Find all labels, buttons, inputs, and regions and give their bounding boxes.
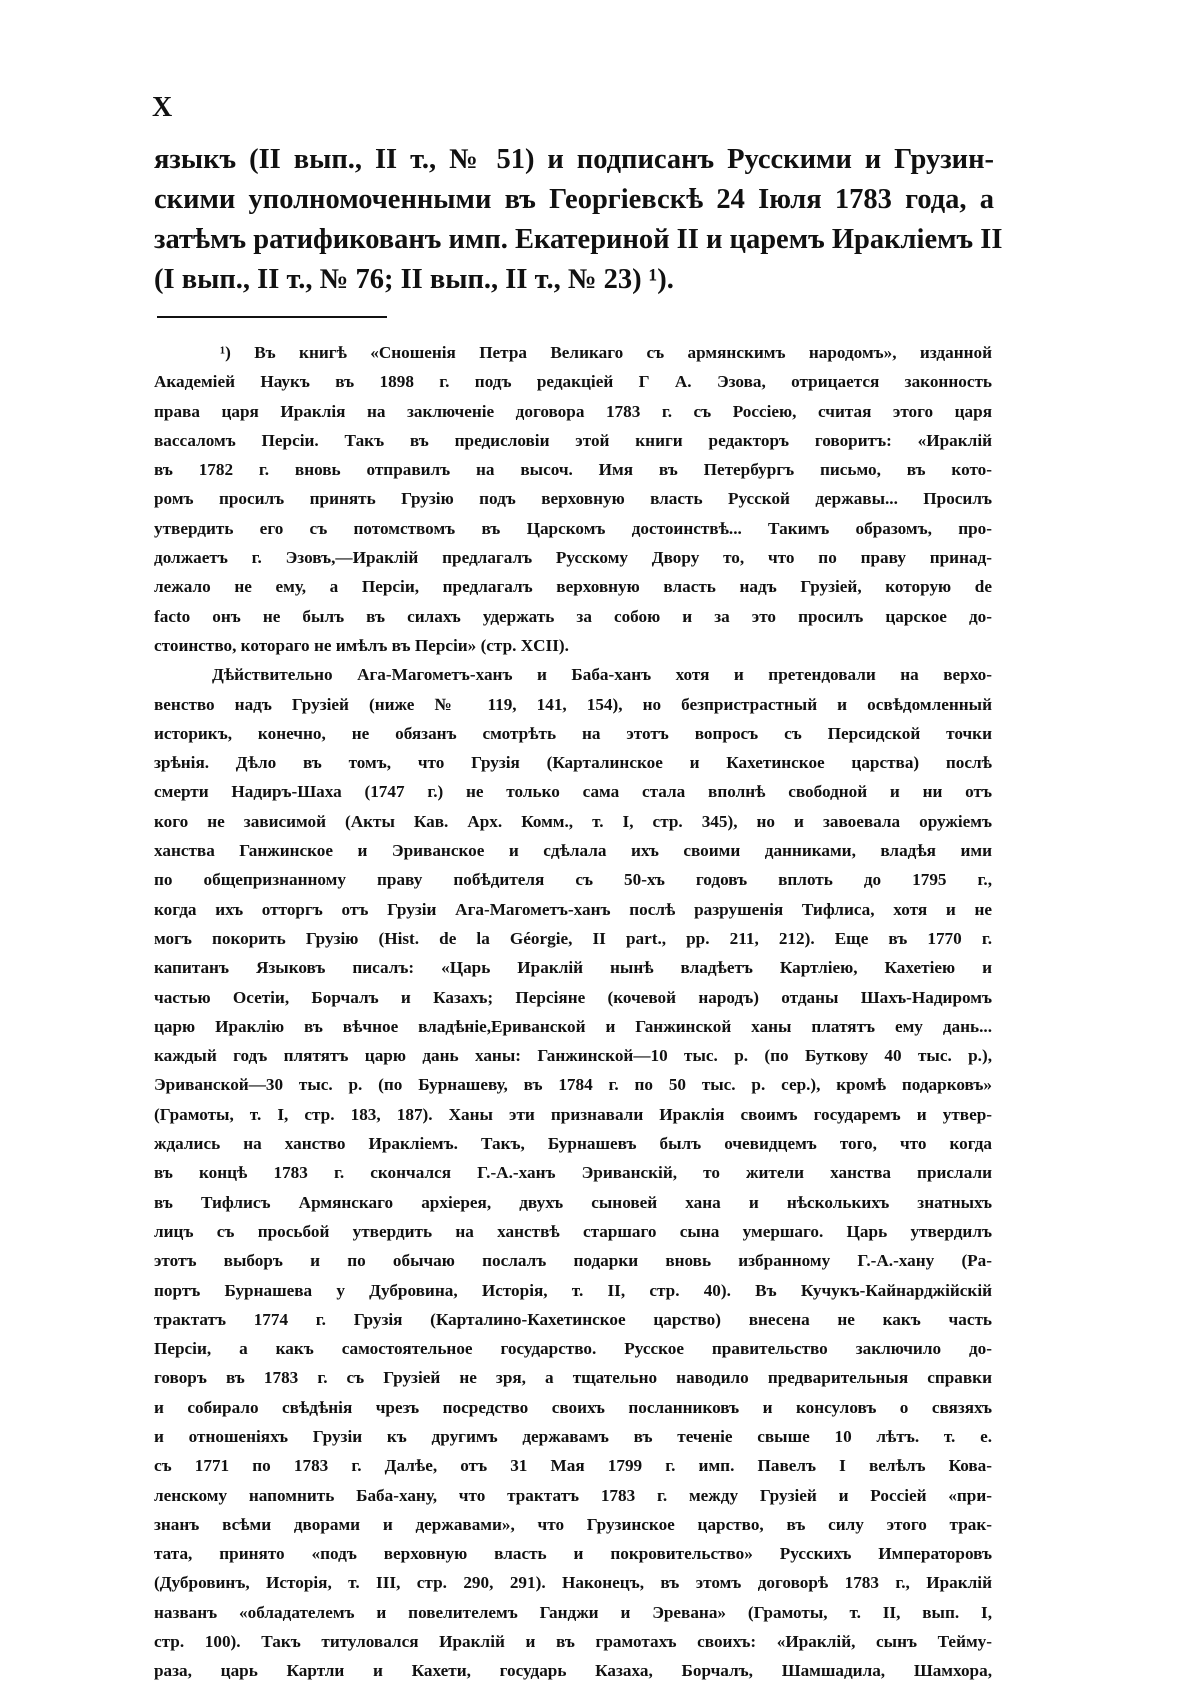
footnote-line: ленскому напомнить Баба-хану, что трактатъ 1783 г. между Грузіей и Россіей «при- <box>154 1485 992 1505</box>
main-text-paragraph <box>154 140 1003 300</box>
footnote-line: и собирало свѣдѣнія чрезъ посредство своихъ посланниковъ и консуловъ о связяхъ <box>154 1397 992 1417</box>
footnote-line: венство надъ Грузіей (ниже № 119, 141, 154), но безпристрастный и освѣдомленный <box>154 694 992 714</box>
footnote-line: ждались на ханство Иракліемъ. Такъ, Бурнашевъ былъ очевидцемъ того, что когда <box>154 1134 992 1154</box>
footnote-line: знанъ всѣми дворами и державами», что Грузинское царство, въ силу этого трак- <box>154 1514 992 1534</box>
footnote-line: Дѣйствительно Ага-Магометъ-ханъ и Баба-ханъ хотя и претендовали на верхо- <box>212 665 992 685</box>
footnote-line: стр. 100). Такъ титуловался Ираклій и въ грамотахъ своихъ: «Ираклій, сынъ Тейму- <box>154 1632 992 1652</box>
footnote-line: съ 1771 по 1783 г. Далѣе, отъ 31 Мая 1799 г. имп. Павелъ I велѣлъ Кова- <box>154 1456 992 1476</box>
footnote-line: могъ покорить Грузію (Hist. de la Géorgie, II part., pp. 211, 212). Еще въ 1770 г. <box>154 928 992 948</box>
footnote-line: Академіей Наукъ въ 1898 г. подъ редакціей Г А. Эзова, отрицается законность <box>154 372 992 392</box>
footnote-line: капитанъ Языковъ писалъ: «Царь Ираклій нынѣ владѣетъ Картліею, Кахетіею и <box>154 958 992 978</box>
footnote-line: въ концѣ 1783 г. скончался Г.-А.-ханъ Эриванскій, то жители ханства прислали <box>154 1163 992 1183</box>
footnote-line: стоинство, котораго не имѣлъ въ Персіи» (стр. XCII). <box>154 635 569 655</box>
main-text-line: скими уполномоченными въ Георгіевскѣ 24 Іюля 1783 года, а <box>154 184 994 215</box>
footnote-line: и отношеніяхъ Грузіи къ другимъ державамъ въ теченіе свыше 10 лѣтъ. т. е. <box>154 1426 992 1446</box>
footnote-line: портъ Бурнашева у Дубровина, Исторія, т. II, стр. 40). Въ Кучукъ-Кайнарджійскій <box>154 1280 992 1300</box>
footnote-line: вассаломъ Персіи. Такъ въ предисловіи этой книги редакторъ говоритъ: «Ираклій <box>154 430 992 450</box>
footnote-line: зрѣнія. Дѣло въ томъ, что Грузія (Карталинское и Кахетинское царства) послѣ <box>154 753 992 773</box>
footnote-line: тата, принято «подъ верховную власть и покровительство» Русскихъ Императоровъ <box>154 1544 992 1564</box>
footnote-line: каждый годъ плятятъ царю дань ханы: Ганжинской—10 тыс. р. (по Буткову 40 тыс. р.), <box>154 1046 992 1066</box>
footnote-line: въ Тифлисъ Армянскаго архіерея, двухъ сыновей хана и нѣсколькихъ знатныхъ <box>154 1192 992 1212</box>
footnote-line: кого не зависимой (Акты Кав. Арх. Комм., т. I, стр. 345), но и завоевала оружіемъ <box>154 811 992 831</box>
footnote-line: лежало не ему, а Персіи, предлагалъ верховную власть надъ Грузіей, которую de <box>154 577 992 597</box>
footnote-line: ¹) Въ книгѣ «Сношенія Петра Великаго съ армянскимъ народомъ», изданной <box>220 343 992 362</box>
footnote-line: лицъ съ просьбой утвердить на ханствѣ старшаго сына умершаго. Царь утвердилъ <box>154 1221 992 1241</box>
footnote-line: названъ «обладателемъ и повелителемъ Ганджи и Эревана» (Грамоты, т. II, вып. I, <box>154 1602 992 1622</box>
footnote-line: частью Осетіи, Борчалъ и Казахъ; Персіяне (кочевой народъ) отданы Шахъ-Надиромъ <box>154 987 992 1007</box>
footnote-line: царю Ираклію въ вѣчное владѣніе,Ериванской и Ганжинской ханы платятъ ему дань... <box>154 1016 992 1036</box>
footnote-line: въ 1782 г. вновь отправилъ на высоч. Имя въ Петербургъ письмо, въ кото- <box>154 460 992 480</box>
footnote-line: по общепризнанному праву побѣдителя съ 50-хъ годовъ вплоть до 1795 г., <box>154 870 992 890</box>
footnote-line: (Дубровинъ, Исторія, т. III, стр. 290, 291). Наконецъ, въ этомъ договорѣ 1783 г., Ираклій <box>154 1573 992 1593</box>
footnote-line: Персіи, а какъ самостоятельное государство. Русское правительство заключило до- <box>154 1339 992 1359</box>
footnote-line: facto онъ не былъ въ силахъ удержать за собою и за это просилъ царское до- <box>154 606 992 626</box>
footnote-line: должаетъ г. Эзовъ,—Ираклій предлагалъ Русскому Двору то, что по праву принад- <box>154 548 992 568</box>
footnote-line: историкъ, конечно, не обязанъ смотрѣть на этотъ вопросъ съ Персидской точки <box>154 723 992 743</box>
footnote-line: смерти Надиръ-Шаха (1747 г.) не только сама стала вполнѣ свободной и ни отъ <box>154 782 992 802</box>
main-text-line: языкъ (II вып., II т., № 51) и подписанъ Русскими и Грузин- <box>154 144 994 175</box>
footnote-line: ханства Ганжинское и Эриванское и сдѣлала ихъ своими данниками, владѣя ими <box>154 841 992 861</box>
footnote-line: этотъ выборъ и по обычаю послалъ подарки вновь избранному Г.-А.-хану (Ра- <box>154 1251 992 1271</box>
main-text-line: (I вып., II т., № 76; II вып., II т., № 23) ¹). <box>154 264 674 295</box>
footnote-line: раза, царь Картли и Кахети, государь Казаха, Борчалъ, Шамшадила, Шамхора, <box>154 1661 992 1681</box>
footnote-block <box>154 338 992 1686</box>
main-text-line: затѣмъ ратификованъ имп. Екатериной II и царемъ Иракліемъ II <box>154 224 1003 255</box>
footnote-line: ромъ просилъ принять Грузію подъ верховную власть Русской державы... Просилъ <box>154 489 992 509</box>
footnote-line: права царя Ираклія на заключеніе договора 1783 г. съ Россіею, считая этого царя <box>154 401 992 421</box>
footnote-separator-rule <box>157 316 387 318</box>
footnote-line: когда ихъ отторгъ отъ Грузіи Ага-Магометъ-ханъ послѣ разрушенія Тифлиса, хотя и не <box>154 899 992 919</box>
page-number: X <box>152 92 173 123</box>
footnote-line: говоръ въ 1783 г. съ Грузіей не зря, а тщательно наводило предварительныя справки <box>154 1368 992 1388</box>
footnote-line: утвердить его съ потомствомъ въ Царскомъ достоинствѣ... Такимъ образомъ, про- <box>154 518 992 538</box>
footnote-line: Эриванской—30 тыс. р. (по Бурнашеву, въ 1784 г. по 50 тыс. р. сер.), кромѣ подарковъ» <box>154 1075 992 1095</box>
footnote-line: (Грамоты, т. I, стр. 183, 187). Ханы эти признавали Ираклія своимъ государемъ и утвер- <box>154 1104 992 1124</box>
footnote-line: трактатъ 1774 г. Грузія (Карталино-Кахетинское царство) внесена не какъ часть <box>154 1309 992 1329</box>
